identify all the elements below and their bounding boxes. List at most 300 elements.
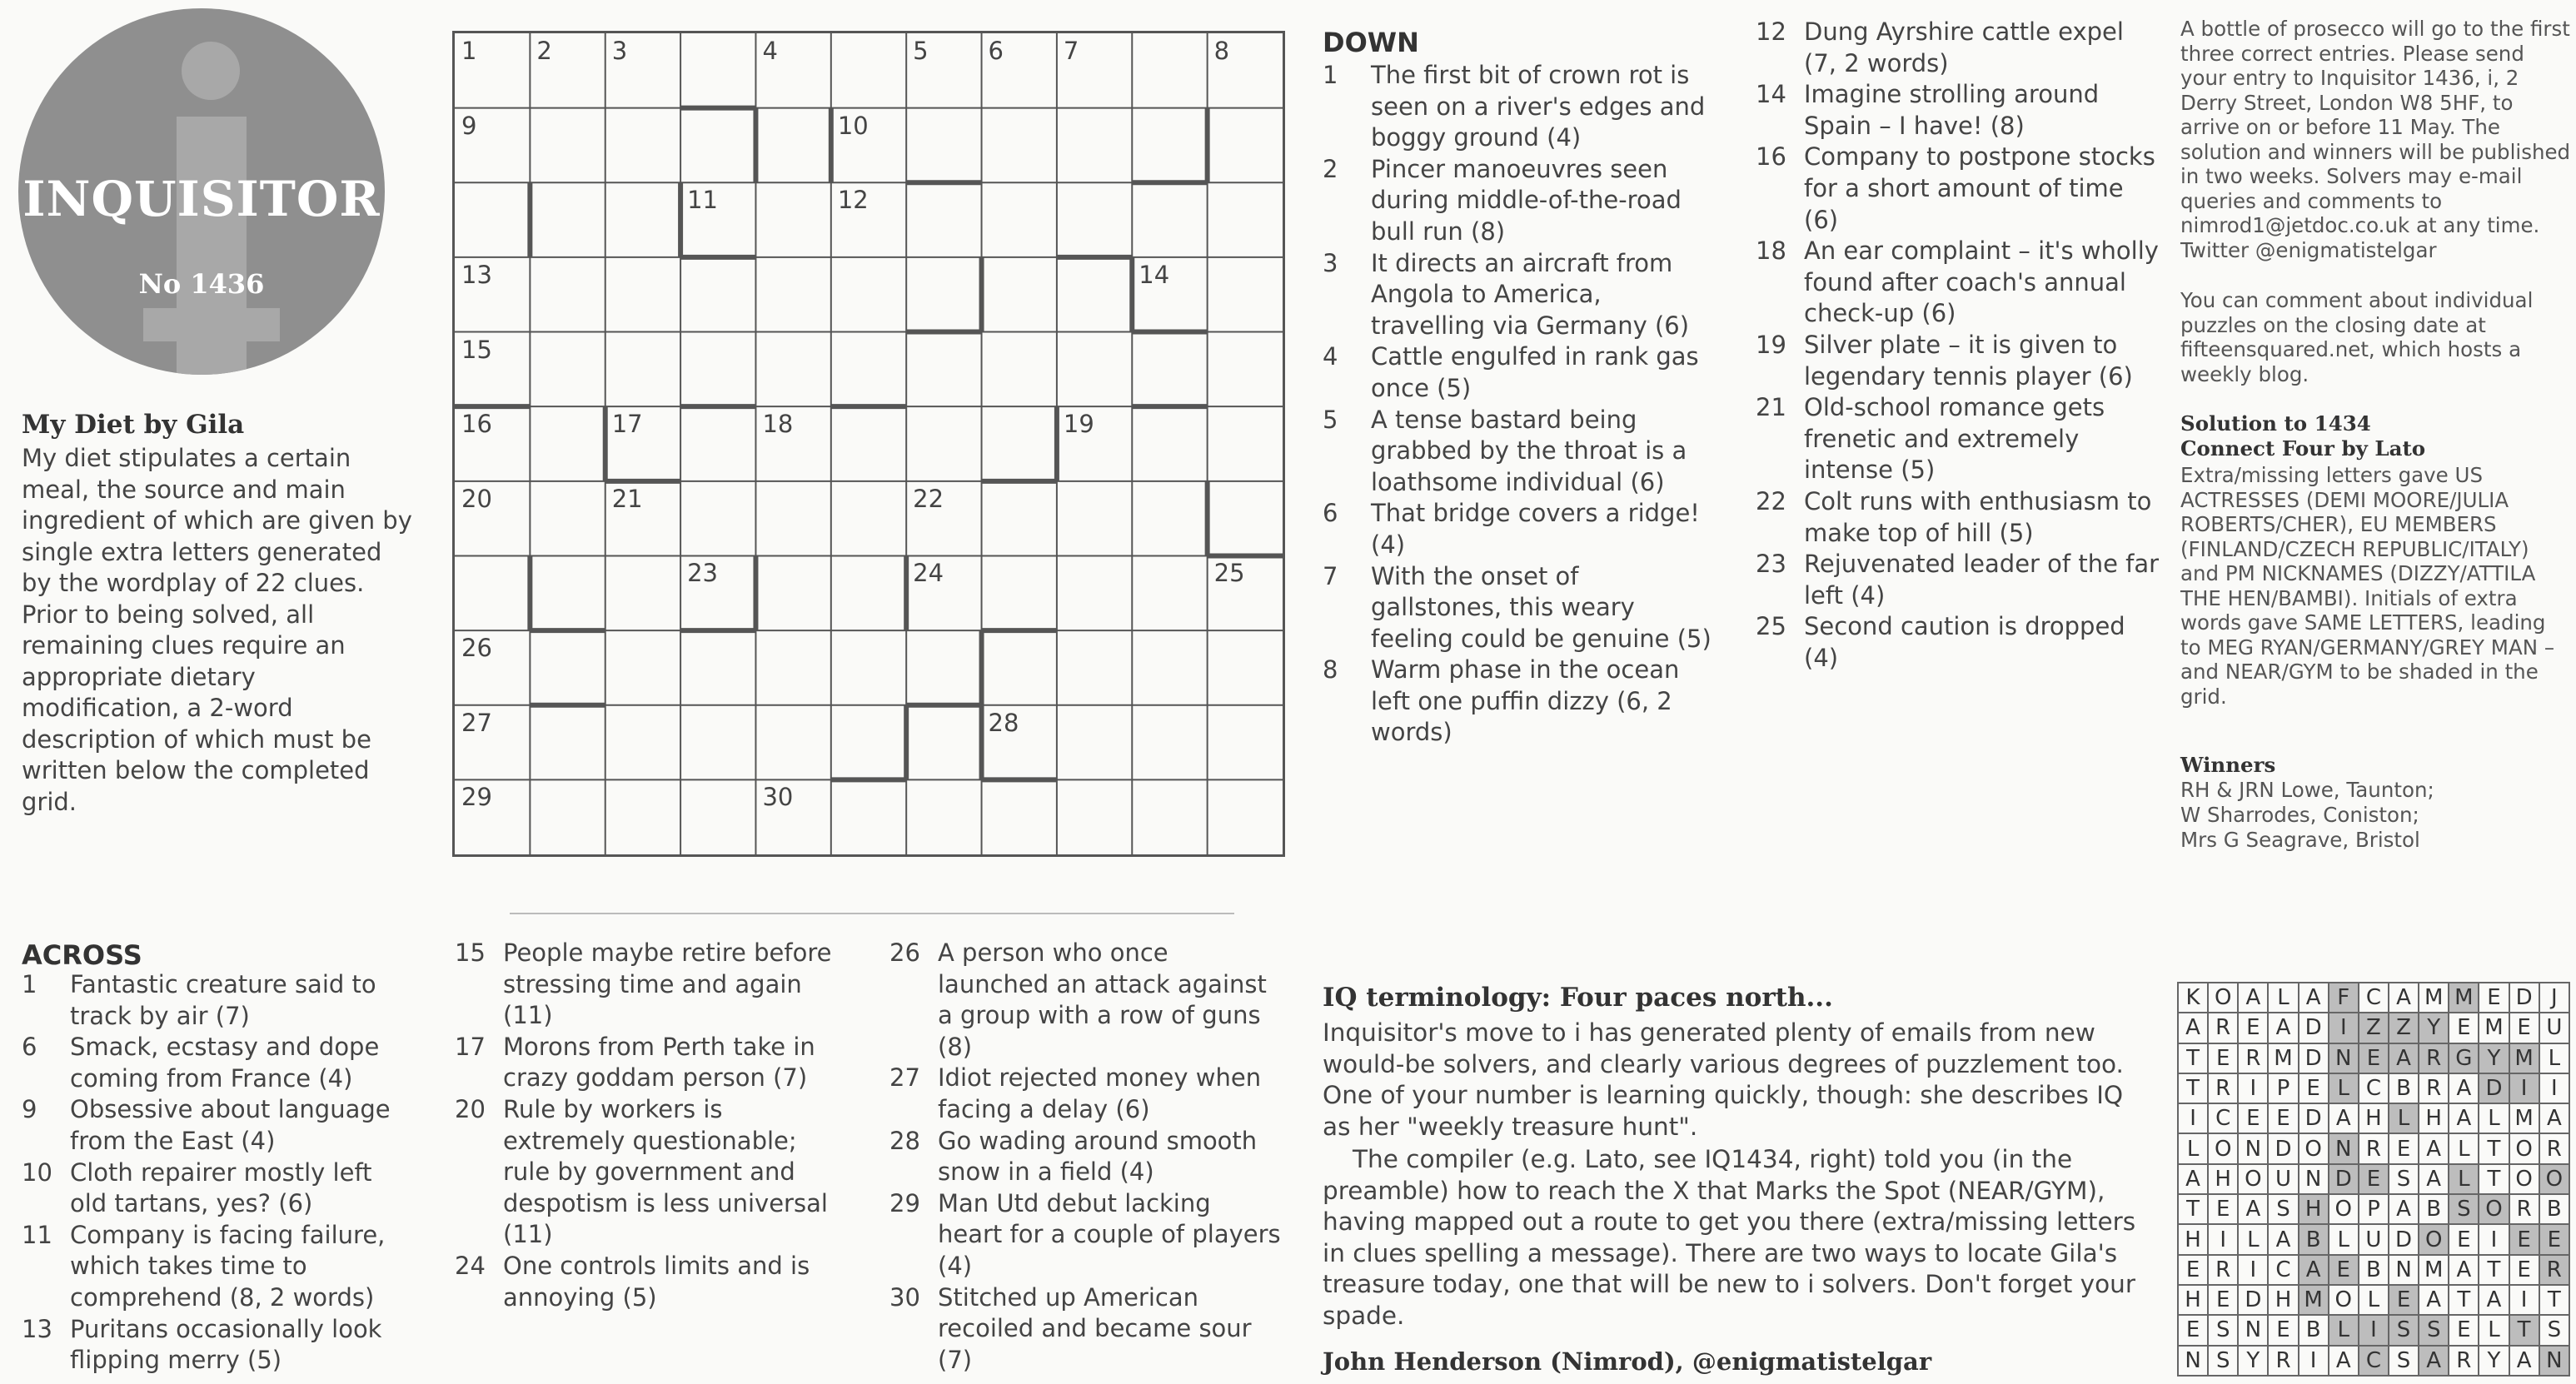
solution-grid-cell: H — [2419, 1103, 2449, 1133]
solution-grid-cell: A — [2299, 983, 2329, 1013]
grid-cell-number: 8 — [1213, 37, 1230, 65]
solution-grid-cell: Y — [2238, 1346, 2268, 1376]
across-clue-17 — [455, 1032, 846, 1094]
clue-number: 17 — [455, 1032, 486, 1061]
solution-grid-cell: N — [2299, 1164, 2329, 1194]
solution-grid-cell: A — [2539, 1103, 2569, 1133]
down-clue-1 — [1323, 60, 1714, 154]
solution-grid-cell: H — [2359, 1103, 2389, 1133]
solution-grid-cell: L — [2238, 1224, 2268, 1254]
clue-number: 22 — [1756, 486, 1786, 515]
solution-grid-cell: L — [2329, 1224, 2359, 1254]
grid-cell-number: 16 — [461, 410, 492, 439]
solution-grid-cell: T — [2449, 1285, 2479, 1315]
clue-number: 5 — [1323, 405, 1338, 434]
solution-grid-cell: E — [2299, 1073, 2329, 1103]
solution-grid-cell: L — [2479, 1103, 2509, 1133]
clue-text: Imagine strolling around Spain – I have! (8) — [1804, 80, 2100, 140]
grid-cell-number: 12 — [837, 186, 869, 215]
solution-grid-cell: R — [2208, 1013, 2238, 1043]
solution-grid-cell: Y — [2479, 1043, 2509, 1073]
clue-text: Cloth repairer mostly left old tartans, yes? (6) — [70, 1157, 372, 1218]
clue-text: Company is facing failure, which takes time to comprehend (8, 2 words) — [70, 1220, 386, 1312]
clue-number: 4 — [1323, 342, 1338, 371]
down-heading: DOWN — [1323, 27, 1419, 58]
clue-number: 25 — [1756, 612, 1786, 641]
solution-grid-cell: N — [2238, 1315, 2268, 1345]
clue-text: Colt runs with enthusiasm to make top of hill (5) — [1804, 486, 2152, 547]
clue-number: 29 — [889, 1188, 920, 1217]
solution-grid-row — [2178, 1103, 2569, 1133]
across-clue-29 — [889, 1188, 1281, 1282]
clue-text: Pincer manoeuvres seen during middle-of-the-road bull run (8) — [1371, 154, 1682, 246]
clue-text: A person who once launched an attack against a group with a row of guns (8) — [938, 938, 1267, 1061]
solution-grid-cell: A — [2419, 1346, 2449, 1376]
inquisitor-logo — [18, 8, 385, 375]
grid-cell-number: 23 — [687, 559, 718, 588]
grid-cell-number: 21 — [611, 484, 643, 513]
solution-grid-cell: J — [2539, 983, 2569, 1013]
solution-grid-cell: I — [2539, 1073, 2569, 1103]
grid-cell-number: 6 — [988, 37, 1004, 65]
grid-cell-number: 13 — [461, 260, 492, 289]
solution-grid-cell: L — [2479, 1315, 2509, 1345]
solution-grid-cell: Y — [2419, 1013, 2449, 1043]
clue-number: 3 — [1323, 248, 1338, 277]
solution-text: Extra/missing letters gave US ACTRESSES (DEMI MOORE/JULIA ROBERTS/CHER), EU MEMBERS (FINLAND/CZECH REPUBLIC/ITALY) and PM NICKNAMES (DIZZY/ATTILA THE HEN/BAMBI). Initials of extra words gave SAME LETTERS, leading to MEG RYAN/GERMANY/GREY MAN – and NEAR/GYM to be shaded in the grid. — [2180, 463, 2555, 709]
clue-text: An ear complaint – it's wholly found after coach's annual check-up (6) — [1804, 236, 2159, 328]
solution-grid-cell: E — [2449, 1315, 2479, 1345]
solution-grid-cell: A — [2329, 1346, 2359, 1376]
grid-cell-number: 22 — [913, 484, 944, 513]
solution-grid-cell: I — [2208, 1224, 2238, 1254]
down-clue-18 — [1756, 236, 2164, 330]
solution-grid-cell: A — [2479, 1285, 2509, 1315]
solution-grid-cell: A — [2389, 1194, 2419, 1224]
clue-number: 10 — [22, 1157, 52, 1187]
clue-text: Stitched up American recoiled and became sour (7) — [938, 1282, 1252, 1374]
grid-cell-number: 24 — [913, 559, 944, 588]
solution-grid-cell: T — [2479, 1255, 2509, 1285]
clue-text: Warm phase in the ocean left one puffin dizzy (6, 2 words) — [1371, 655, 1680, 747]
clue-number: 7 — [1323, 561, 1338, 590]
down-clue-6 — [1323, 498, 1714, 560]
solution-grid-cell: O — [2509, 1164, 2539, 1194]
grid-cell-number: 17 — [611, 410, 643, 439]
across-clue-6 — [22, 1032, 413, 1094]
solution-grid-cell: E — [2178, 1315, 2208, 1345]
solution-grid-cell: E — [2389, 1133, 2419, 1163]
solution-grid-cell: E — [2509, 1224, 2539, 1254]
solution-grid-cell: M — [2509, 1043, 2539, 1073]
clue-number: 24 — [455, 1251, 486, 1280]
solution-grid-cell: L — [2449, 1164, 2479, 1194]
logo-i-base — [143, 308, 280, 341]
clue-text: Morons from Perth take in crazy goddam person (7) — [503, 1032, 815, 1093]
solution-grid-cell: E — [2208, 1194, 2238, 1224]
column-byline: John Henderson (Nimrod), @enigmatistelgar — [1323, 1347, 1932, 1376]
solution-grid-cell: S — [2268, 1194, 2298, 1224]
clue-number: 1 — [22, 970, 37, 998]
solution-grid-cell: A — [2389, 1043, 2419, 1073]
solution-grid-cell: E — [2208, 1285, 2238, 1315]
down-clues-col2 — [1756, 17, 2164, 674]
grid-cell-number: 11 — [687, 186, 718, 215]
solution-grid-cell: A — [2419, 1285, 2449, 1315]
grid-cell-number: 1 — [461, 37, 477, 65]
clue-text: Fantastic creature said to track by air (7) — [70, 970, 376, 1030]
solution-grid-cell: N — [2178, 1346, 2208, 1376]
winner-3: Mrs G Seagrave, Bristol — [2180, 828, 2420, 852]
solution-grid-cell: E — [2389, 1285, 2419, 1315]
solution-grid-cell: M — [2509, 1103, 2539, 1133]
clue-text: It directs an aircraft from Angola to America, travelling via Germany (6) — [1371, 248, 1690, 340]
solution-grid-cell: L — [2178, 1133, 2208, 1163]
solution-grid-cell: Y — [2479, 1346, 2509, 1376]
solution-grid-cell: I — [2178, 1103, 2208, 1133]
solution-grid-cell: A — [2329, 1103, 2359, 1133]
solution-grid-cell: Z — [2389, 1013, 2419, 1043]
solution-grid-row — [2178, 1285, 2569, 1315]
solution-grid-cell: R — [2419, 1043, 2449, 1073]
solution-grid-cell: M — [2479, 1013, 2509, 1043]
solution-grid-cell: L — [2449, 1133, 2479, 1163]
solution-grid-cell: A — [2449, 1073, 2479, 1103]
solution-grid-cell: O — [2509, 1133, 2539, 1163]
winner-1: RH & JRN Lowe, Taunton; — [2180, 778, 2434, 802]
solution-grid-cell: O — [2299, 1133, 2329, 1163]
solution-grid-cell: E — [2479, 983, 2509, 1013]
clue-text: Rule by workers is extremely questionable; rule by government and despotism is less universal (11) — [503, 1094, 828, 1249]
column-para-2: The compiler (e.g. Lato, see IQ1434, right) told you (in the preamble) how to reach the X that Marks the Spot (NEAR/GYM), having mapped out a route to get you there (extra/missing letters in clues spelling a message). There are two ways to locate Gila's treasure today, one that will be new to i solvers. Don't forget your spade. — [1323, 1145, 2136, 1330]
down-clue-21 — [1756, 392, 2164, 486]
down-clue-4 — [1323, 341, 1714, 404]
solution-grid-cell: A — [2178, 1013, 2208, 1043]
clue-text: Idiot rejected money when facing a delay (6) — [938, 1063, 1262, 1123]
solution-grid-cell: A — [2509, 1346, 2539, 1376]
down-clue-7 — [1323, 561, 1714, 655]
solution-grid-cell: O — [2238, 1164, 2268, 1194]
solution-grid-cell: S — [2389, 1164, 2419, 1194]
solution-grid-cell: I — [2479, 1224, 2509, 1254]
down-clue-8 — [1323, 655, 1714, 749]
clue-text: Smack, ecstasy and dope coming from France (4) — [70, 1033, 380, 1093]
solution-grid-cell: R — [2359, 1133, 2389, 1163]
grid-lines — [455, 33, 1283, 854]
solution-grid-cell: C — [2268, 1255, 2298, 1285]
solution-grid-cell: A — [2238, 983, 2268, 1013]
clue-text: Obsessive about language from the East (4) — [70, 1095, 391, 1155]
solution-grid-cell: E — [2449, 1224, 2479, 1254]
solution-grid-cell: H — [2268, 1285, 2298, 1315]
solution-grid-cell: B — [2389, 1073, 2419, 1103]
comment-info: You can comment about individual puzzles on the closing date at fifteensquared.net, which hosts a weekly blog. — [2180, 288, 2534, 386]
across-clues-col2 — [455, 938, 846, 1313]
clue-number: 9 — [22, 1095, 37, 1124]
solution-grid-cell: K — [2178, 983, 2208, 1013]
clue-number: 1 — [1323, 61, 1338, 89]
across-clues-col1 — [22, 969, 413, 1377]
clue-number: 30 — [889, 1282, 920, 1312]
solution-grid-cell: I — [2359, 1315, 2389, 1345]
solution-grid-cell: O — [2419, 1224, 2449, 1254]
clue-number: 12 — [1756, 17, 1786, 46]
solution-grid-cell: S — [2389, 1346, 2419, 1376]
solution-grid-cell: O — [2479, 1194, 2509, 1224]
solution-grid-cell: N — [2238, 1133, 2268, 1163]
solution-grid-table — [2177, 982, 2570, 1377]
clue-text: Cattle engulfed in rank gas once (5) — [1371, 342, 1699, 402]
solution-grid-cell: E — [2509, 1255, 2539, 1285]
solution-grid-row — [2178, 1194, 2569, 1224]
clue-text: Man Utd debut lacking heart for a couple of players (4) — [938, 1188, 1281, 1280]
grid-cell-number: 18 — [762, 410, 794, 439]
solution-grid-cell: M — [2419, 983, 2449, 1013]
solution-grid-cell: A — [2419, 1133, 2449, 1163]
grid-cell-number: 14 — [1139, 260, 1170, 289]
solution-grid-cell: Z — [2359, 1013, 2389, 1043]
solution-grid-cell: D — [2238, 1285, 2268, 1315]
solution-grid-cell: B — [2539, 1194, 2569, 1224]
solution-grid-cell: N — [2329, 1133, 2359, 1163]
solution-grid-cell: H — [2178, 1285, 2208, 1315]
solution-grid-cell: U — [2359, 1224, 2389, 1254]
clue-number: 23 — [1756, 550, 1786, 579]
across-clues-col3 — [889, 938, 1281, 1376]
clue-number: 11 — [22, 1220, 52, 1249]
down-clue-3 — [1323, 248, 1714, 342]
solution-grid-cell: R — [2208, 1255, 2238, 1285]
down-clue-19 — [1756, 330, 2164, 392]
solution-grid-cell: A — [2238, 1194, 2268, 1224]
across-clue-20 — [455, 1094, 846, 1251]
solution-grid-cell: O — [2539, 1164, 2569, 1194]
down-clues-col1 — [1323, 60, 1714, 749]
solution-grid-cell: C — [2208, 1103, 2238, 1133]
solution-grid-cell: A — [2389, 983, 2419, 1013]
clue-text: With the onset of gallstones, this weary feeling could be genuine (5) — [1371, 561, 1712, 653]
solution-grid-cell: S — [2389, 1315, 2419, 1345]
logo-title: INQUISITOR — [22, 171, 381, 227]
across-clue-9 — [22, 1094, 413, 1157]
winner-2: W Sharrodes, Coniston; — [2180, 803, 2419, 827]
solution-grid-cell: R — [2419, 1073, 2449, 1103]
grid-cell-number: 4 — [762, 37, 778, 65]
grid-cell-number: 5 — [913, 37, 929, 65]
grid-cell-number: 30 — [762, 783, 794, 812]
down-clue-2 — [1323, 154, 1714, 248]
column-title: IQ terminology: Four paces north... — [1323, 983, 1833, 1013]
clue-number: 28 — [889, 1126, 920, 1155]
clue-number: 18 — [1756, 236, 1786, 266]
clue-text: Second caution is dropped (4) — [1804, 612, 2125, 672]
solution-grid-cell: L — [2539, 1043, 2569, 1073]
solution-grid-cell: R — [2509, 1194, 2539, 1224]
solution-title: Solution to 1434 — [2180, 411, 2371, 436]
solution-grid-cell: R — [2449, 1346, 2479, 1376]
solution-grid-cell: A — [2268, 1224, 2298, 1254]
solution-grid-row — [2178, 1043, 2569, 1073]
solution-grid-cell: E — [2208, 1043, 2238, 1073]
solution-grid-row — [2178, 1133, 2569, 1163]
clue-number: 16 — [1756, 142, 1786, 172]
solution-grid-cell: U — [2539, 1013, 2569, 1043]
solution-grid-cell: I — [2238, 1255, 2268, 1285]
solution-grid-row — [2178, 1315, 2569, 1345]
solution-grid-cell: I — [2509, 1073, 2539, 1103]
solution-grid-cell: A — [2449, 1103, 2479, 1133]
grid-cell-number: 26 — [461, 634, 492, 663]
solution-grid-cell: M — [2268, 1043, 2298, 1073]
solution-grid-cell: O — [2208, 1133, 2238, 1163]
solution-grid-cell: I — [2238, 1073, 2268, 1103]
solution-grid-cell: A — [2268, 1013, 2298, 1043]
solution-grid-cell: R — [2539, 1255, 2569, 1285]
solution-grid-cell: T — [2178, 1043, 2208, 1073]
divider — [510, 913, 1234, 914]
solution-grid-cell: E — [2329, 1255, 2359, 1285]
clue-number: 20 — [455, 1094, 486, 1123]
solution-grid-cell: S — [2449, 1194, 2479, 1224]
across-clue-24 — [455, 1251, 846, 1313]
solution-grid-cell: R — [2539, 1133, 2569, 1163]
solution-grid-cell: I — [2509, 1285, 2539, 1315]
solution-grid-cell: L — [2329, 1073, 2359, 1103]
solution-grid-row — [2178, 1164, 2569, 1194]
clue-text: Company to postpone stocks for a short amount of time (6) — [1804, 142, 2155, 234]
grid-cell-number: 7 — [1063, 37, 1079, 65]
solution-grid-cell: E — [2509, 1013, 2539, 1043]
solution-subtitle: Connect Four by Lato — [2180, 436, 2426, 461]
grid-cell-number: 2 — [536, 37, 552, 65]
solution-grid-cell: O — [2329, 1194, 2359, 1224]
solution-grid-cell: D — [2479, 1073, 2509, 1103]
winners-heading: Winners — [2180, 753, 2276, 777]
grid-cell-number: 20 — [461, 484, 492, 513]
solution-grid-cell: E — [2268, 1315, 2298, 1345]
solution-grid-cell: A — [2419, 1164, 2449, 1194]
solution-grid-cell: S — [2539, 1315, 2569, 1345]
down-clue-25 — [1756, 611, 2164, 674]
across-clue-11 — [22, 1220, 413, 1314]
solution-grid-cell: U — [2268, 1164, 2298, 1194]
grid-cell-number: 28 — [988, 708, 1019, 737]
solution-grid-cell: T — [2479, 1133, 2509, 1163]
solution-grid-row — [2178, 1073, 2569, 1103]
solution-grid-row — [2178, 1346, 2569, 1376]
solution-grid-cell: S — [2419, 1315, 2449, 1345]
grid-cell-number: 9 — [461, 111, 477, 140]
solution-grid-cell: O — [2329, 1285, 2359, 1315]
clue-number: 19 — [1756, 330, 1786, 359]
solution-grid-cell: D — [2329, 1164, 2359, 1194]
clue-number: 13 — [22, 1314, 52, 1343]
solution-grid-cell: T — [2178, 1073, 2208, 1103]
solution-grid-cell: R — [2208, 1073, 2238, 1103]
clue-number: 6 — [22, 1033, 37, 1062]
across-clue-1 — [22, 969, 413, 1032]
puzzle-title: My Diet by Gila — [22, 410, 245, 440]
clue-text: Silver plate – it is given to legendary tennis player (6) — [1804, 330, 2133, 391]
solution-grid-cell: T — [2539, 1285, 2569, 1315]
grid-cell-number: 19 — [1063, 410, 1094, 439]
solution-grid-cell: E — [2178, 1255, 2208, 1285]
solution-grid-cell: S — [2208, 1346, 2238, 1376]
solution-grid-cell: L — [2329, 1315, 2359, 1345]
solution-grid-cell: G — [2449, 1043, 2479, 1073]
logo-number: No 1436 — [138, 268, 265, 300]
solution-grid-cell: E — [2449, 1013, 2479, 1043]
down-clue-14 — [1756, 79, 2164, 142]
solution-grid-cell: E — [2359, 1043, 2389, 1073]
clue-text: That bridge covers a ridge! (4) — [1371, 499, 1700, 559]
solution-grid-cell: B — [2299, 1315, 2329, 1345]
solution-grid-cell: H — [2208, 1164, 2238, 1194]
grid-cell-number: 27 — [461, 708, 492, 737]
solution-grid-cell: E — [2238, 1103, 2268, 1133]
grid-cell-number: 10 — [837, 111, 869, 140]
solution-grid-cell: E — [2238, 1013, 2268, 1043]
clue-number: 8 — [1323, 655, 1338, 685]
clue-text: Dung Ayrshire cattle expel (7, 2 words) — [1804, 17, 2124, 77]
solution-grid-cell: M — [2299, 1285, 2329, 1315]
grid-cell-number: 29 — [461, 783, 492, 812]
across-clue-26 — [889, 938, 1281, 1063]
solution-grid-cell: D — [2299, 1013, 2329, 1043]
clue-number: 26 — [889, 938, 920, 967]
solution-grid-cell: T — [2509, 1315, 2539, 1345]
solution-grid-cell: O — [2208, 983, 2238, 1013]
solution-grid-row — [2178, 983, 2569, 1013]
solution-grid-cell: C — [2359, 1073, 2389, 1103]
clue-text: People maybe retire before stressing time and again (11) — [503, 938, 832, 1030]
down-clue-22 — [1756, 486, 2164, 549]
solution-grid-cell: R — [2238, 1043, 2268, 1073]
solution-grid-cell: T — [2479, 1164, 2509, 1194]
clue-number: 2 — [1323, 154, 1338, 183]
solution-grid-cell: L — [2359, 1285, 2389, 1315]
across-clue-15 — [455, 938, 846, 1032]
clue-text: Go wading around smooth snow in a field (4) — [938, 1126, 1258, 1187]
solution-grid-cell: F — [2329, 983, 2359, 1013]
solution-grid-cell: I — [2329, 1013, 2359, 1043]
solution-grid-cell: M — [2419, 1255, 2449, 1285]
solution-grid-cell: D — [2268, 1133, 2298, 1163]
solution-grid-1434 — [2177, 982, 2570, 1377]
grid-cell-number: 25 — [1213, 559, 1245, 588]
clue-text: Puritans occasionally look flipping merry (5) — [70, 1314, 382, 1375]
down-clue-16 — [1756, 142, 2164, 236]
solution-grid-cell: D — [2509, 983, 2539, 1013]
solution-grid-cell: A — [2299, 1255, 2329, 1285]
solution-grid-cell: R — [2268, 1346, 2298, 1376]
grid-cell-number: 15 — [461, 335, 492, 364]
puzzle-preamble: My diet stipulates a certain meal, the source and main ingredient of which are given by single extra letters generated by the wordplay of 22 clues. Prior to being solved, all remaining clues require an appropriate dietary modification, a 2-word description of which must be written below the completed grid. — [22, 444, 412, 816]
clue-text: The first bit of crown rot is seen on a river's edges and boggy ground (4) — [1371, 61, 1706, 152]
solution-grid-cell: P — [2268, 1073, 2298, 1103]
clue-number: 6 — [1323, 499, 1338, 528]
solution-grid-cell: E — [2359, 1164, 2389, 1194]
crossword-grid — [452, 31, 1285, 857]
clue-text: A tense bastard being grabbed by the throat is a loathsome individual (6) — [1371, 405, 1687, 496]
solution-grid-cell: N — [2389, 1255, 2419, 1285]
solution-grid-row — [2178, 1224, 2569, 1254]
across-clue-28 — [889, 1126, 1281, 1188]
solution-grid-cell: D — [2389, 1224, 2419, 1254]
down-clue-5 — [1323, 405, 1714, 499]
solution-grid-cell: S — [2208, 1315, 2238, 1345]
solution-grid-cell: C — [2359, 1346, 2389, 1376]
